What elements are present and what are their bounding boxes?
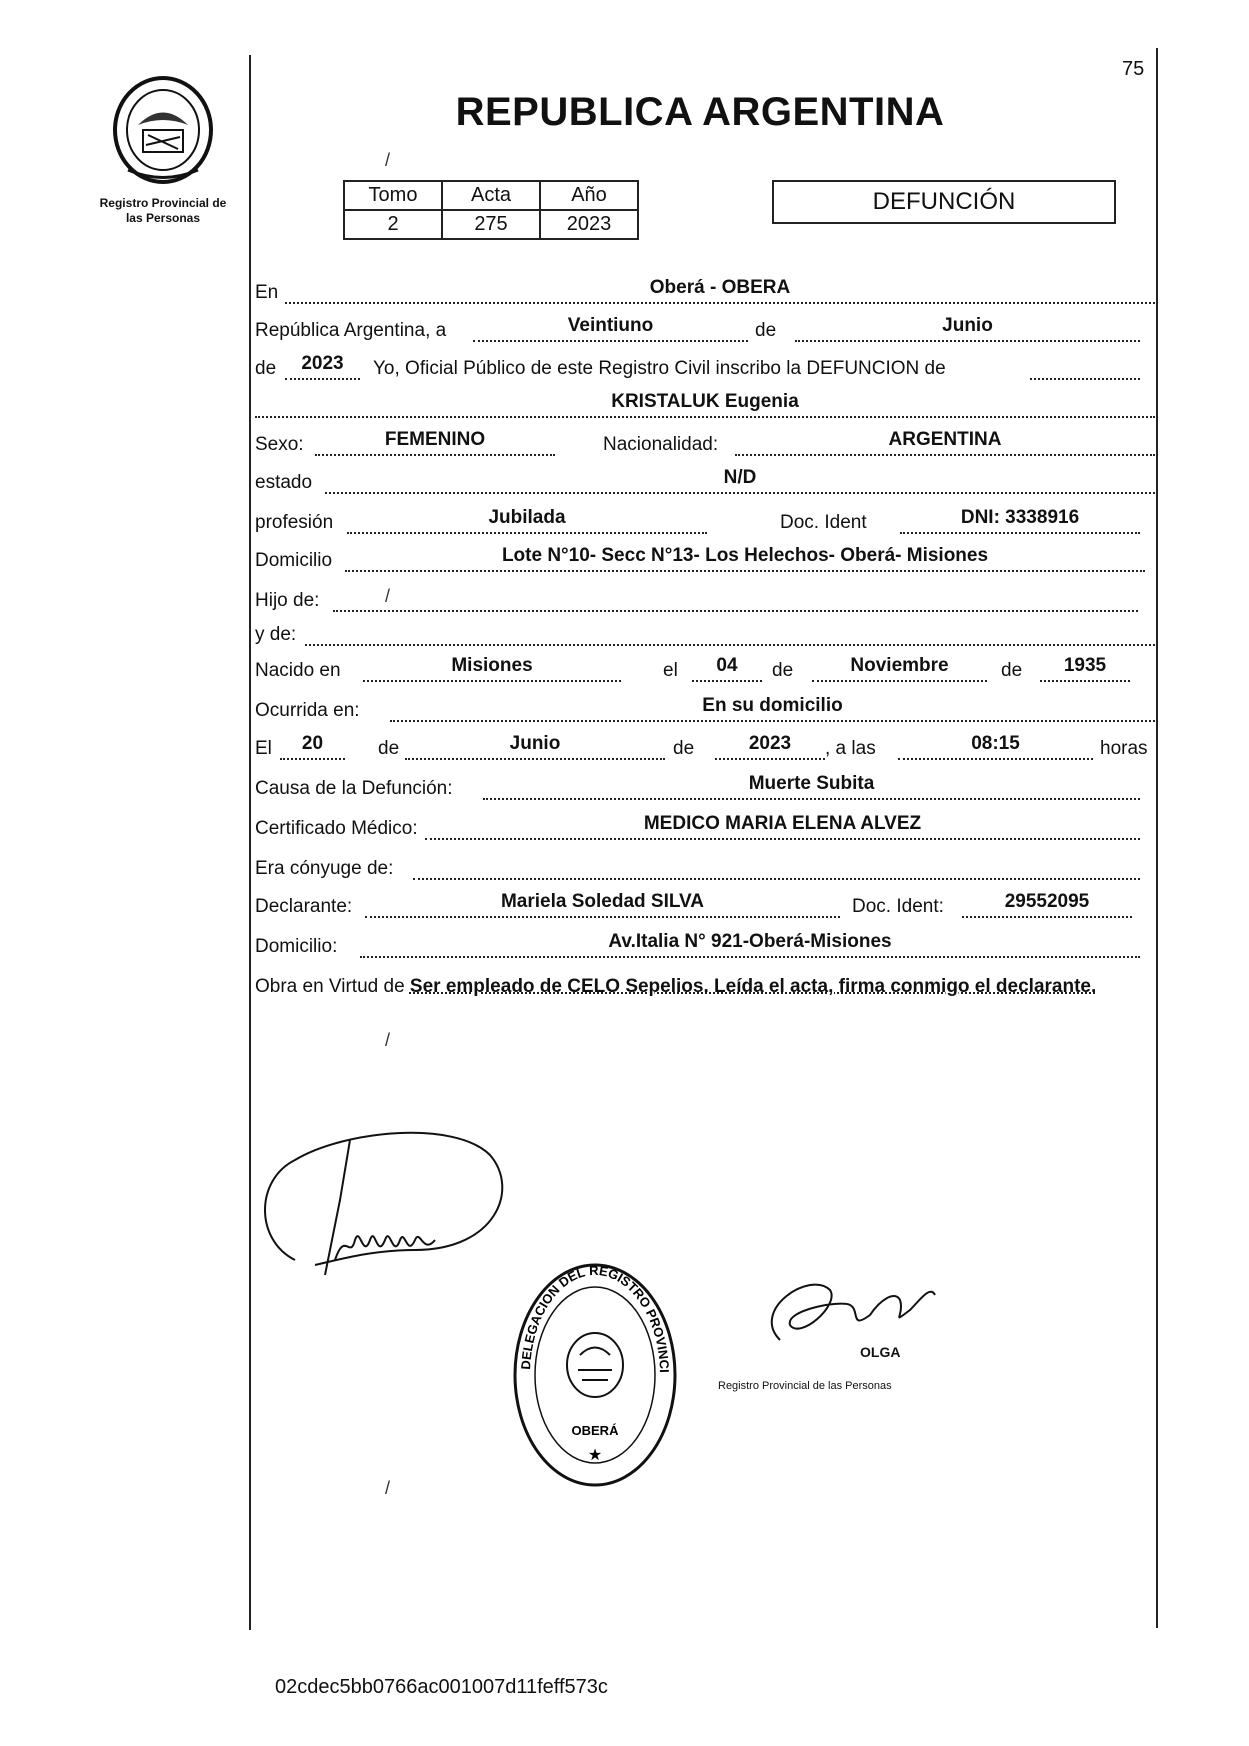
decl-doc-field: 29552095 bbox=[962, 890, 1132, 918]
stamp-outer-text: DELEGACION DEL REGISTRO PROVINCI bbox=[518, 1262, 672, 1373]
day-words-field: Veintiuno bbox=[473, 314, 748, 342]
value-anio: 2023 bbox=[540, 210, 638, 239]
row-causa bbox=[255, 772, 1155, 802]
death-time-field: 08:15 bbox=[898, 732, 1093, 760]
logo-caption-line2: las Personas bbox=[125, 211, 201, 225]
birth-de-label: de bbox=[772, 660, 794, 681]
logo-caption bbox=[78, 196, 248, 226]
birth-year-field: 1935 bbox=[1040, 654, 1130, 682]
declarant-signature bbox=[255, 1100, 515, 1295]
row-date bbox=[255, 314, 1155, 344]
hijo-field bbox=[333, 584, 1138, 612]
row-sexo bbox=[255, 428, 1155, 458]
document-type-box: DEFUNCIÓN bbox=[772, 180, 1116, 224]
deceased-name-field: KRISTALUK Eugenia bbox=[255, 390, 1155, 418]
hijo-label: Hijo de: bbox=[255, 590, 320, 611]
province-seal-logo bbox=[108, 75, 218, 185]
officer-office: Registro Provincial de las Personas bbox=[718, 1380, 892, 1392]
row-ocurrida bbox=[255, 694, 1155, 724]
page-title: REPUBLICA ARGENTINA bbox=[455, 90, 945, 134]
decl-domicilio-label: Domicilio: bbox=[255, 936, 338, 957]
death-day-field: 20 bbox=[280, 732, 345, 760]
decl-doc-label: Doc. Ident: bbox=[852, 896, 944, 917]
row-decl-domicilio bbox=[255, 930, 1155, 960]
row-conyuge bbox=[255, 852, 1155, 882]
causa-label: Causa de la Defunción: bbox=[255, 778, 453, 799]
obra-paragraph bbox=[255, 972, 1155, 1002]
officer-name: OLGA bbox=[860, 1344, 901, 1360]
header-anio: Año bbox=[540, 181, 638, 210]
row-hijo bbox=[255, 584, 1155, 614]
doc-ident-field: DNI: 3338916 bbox=[900, 506, 1140, 534]
row-domicilio bbox=[255, 544, 1155, 574]
row-profesion bbox=[255, 506, 1155, 536]
row-estado bbox=[255, 466, 1155, 496]
document-hash: 02cdec5bb0766ac001007d11feff573c bbox=[275, 1676, 608, 1698]
reference-table bbox=[343, 180, 639, 240]
yde-label: y de: bbox=[255, 624, 297, 645]
ocurrida-field: En su domicilio bbox=[390, 694, 1155, 722]
nacionalidad-label: Nacionalidad: bbox=[603, 434, 719, 455]
yde-field bbox=[305, 618, 1155, 646]
check-mark: / bbox=[385, 150, 391, 170]
obra-value: Ser empleado de CELO Sepelios. Leída el acta, firma conmigo el declarante. bbox=[409, 976, 1097, 997]
el-label: el bbox=[663, 660, 678, 681]
certificado-label: Certificado Médico: bbox=[255, 818, 418, 839]
declarante-label: Declarante: bbox=[255, 896, 353, 917]
year-field: 2023 bbox=[285, 352, 360, 380]
estado-label: estado bbox=[255, 472, 313, 493]
left-margin-line bbox=[249, 55, 251, 1630]
El-label: El bbox=[255, 738, 272, 759]
domicilio-label: Domicilio bbox=[255, 550, 333, 571]
sexo-field: FEMENINO bbox=[315, 428, 555, 456]
row-inscribo bbox=[255, 352, 1155, 382]
value-acta: 275 bbox=[442, 210, 540, 239]
header-tomo: Tomo bbox=[344, 181, 442, 210]
page-number: 75 bbox=[1122, 58, 1145, 80]
birth-month-field: Noviembre bbox=[812, 654, 987, 682]
republica-label: República Argentina, a bbox=[255, 320, 447, 341]
domicilio-field: Lote N°10- Secc N°13- Los Helechos- Oberá- Misiones bbox=[345, 544, 1145, 572]
conyuge-label: Era cónyuge de: bbox=[255, 858, 394, 879]
death-de2-label: de bbox=[673, 738, 695, 759]
check-mark: / bbox=[385, 1030, 391, 1050]
certificado-field: MEDICO MARIA ELENA ALVEZ bbox=[425, 812, 1140, 840]
ocurrida-label: Ocurrida en: bbox=[255, 700, 360, 721]
right-margin-line bbox=[1156, 48, 1158, 1628]
obra-label: Obra en Virtud de bbox=[255, 976, 405, 997]
birth-de2-label: de bbox=[1001, 660, 1023, 681]
birth-day-field: 04 bbox=[692, 654, 762, 682]
check-mark: / bbox=[385, 1478, 391, 1498]
star-icon: ★ bbox=[587, 1447, 603, 1464]
header-acta: Acta bbox=[442, 181, 540, 210]
inscribo-trailing-field bbox=[1030, 352, 1140, 380]
death-year-field: 2023 bbox=[715, 732, 825, 760]
sexo-label: Sexo: bbox=[255, 434, 304, 455]
declarante-field: Mariela Soledad SILVA bbox=[365, 890, 840, 918]
stamp-city: OBERÁ bbox=[571, 1423, 619, 1438]
profesion-field: Jubilada bbox=[347, 506, 707, 534]
row-death-date bbox=[255, 732, 1155, 762]
row-en bbox=[255, 276, 1155, 306]
nacionalidad-field: ARGENTINA bbox=[735, 428, 1155, 456]
logo-caption-line1: Registro Provincial de bbox=[99, 196, 227, 210]
estado-field: N/D bbox=[325, 466, 1155, 494]
horas-label: horas bbox=[1100, 738, 1148, 759]
inscribo-text: Yo, Oficial Público de este Registro Civil inscribo la DEFUNCION de bbox=[373, 358, 946, 379]
row-deceased bbox=[255, 390, 1155, 420]
causa-field: Muerte Subita bbox=[483, 772, 1140, 800]
official-stamp bbox=[510, 1260, 680, 1495]
doc-ident-label: Doc. Ident bbox=[780, 512, 867, 533]
death-month-field: Junio bbox=[405, 732, 665, 760]
alas-label: , a las bbox=[825, 738, 876, 759]
en-label: En bbox=[255, 282, 279, 303]
nacido-field: Misiones bbox=[363, 654, 621, 682]
profesion-label: profesión bbox=[255, 512, 334, 533]
row-yde bbox=[255, 618, 1155, 648]
conyuge-field bbox=[413, 852, 1140, 880]
row-certificado bbox=[255, 812, 1155, 842]
month-field: Junio bbox=[795, 314, 1140, 342]
row-declarante bbox=[255, 890, 1155, 920]
death-de-label: de bbox=[378, 738, 400, 759]
nacido-label: Nacido en bbox=[255, 660, 341, 681]
place-field: Oberá - OBERA bbox=[285, 276, 1155, 304]
de-label: de bbox=[755, 320, 777, 341]
decl-domicilio-field: Av.Italia N° 921-Oberá-Misiones bbox=[360, 930, 1140, 958]
row-nacido bbox=[255, 654, 1155, 684]
check-mark: / bbox=[385, 586, 391, 606]
value-tomo: 2 bbox=[344, 210, 442, 239]
officer-signature bbox=[720, 1270, 960, 1365]
de-year-label: de bbox=[255, 358, 277, 379]
